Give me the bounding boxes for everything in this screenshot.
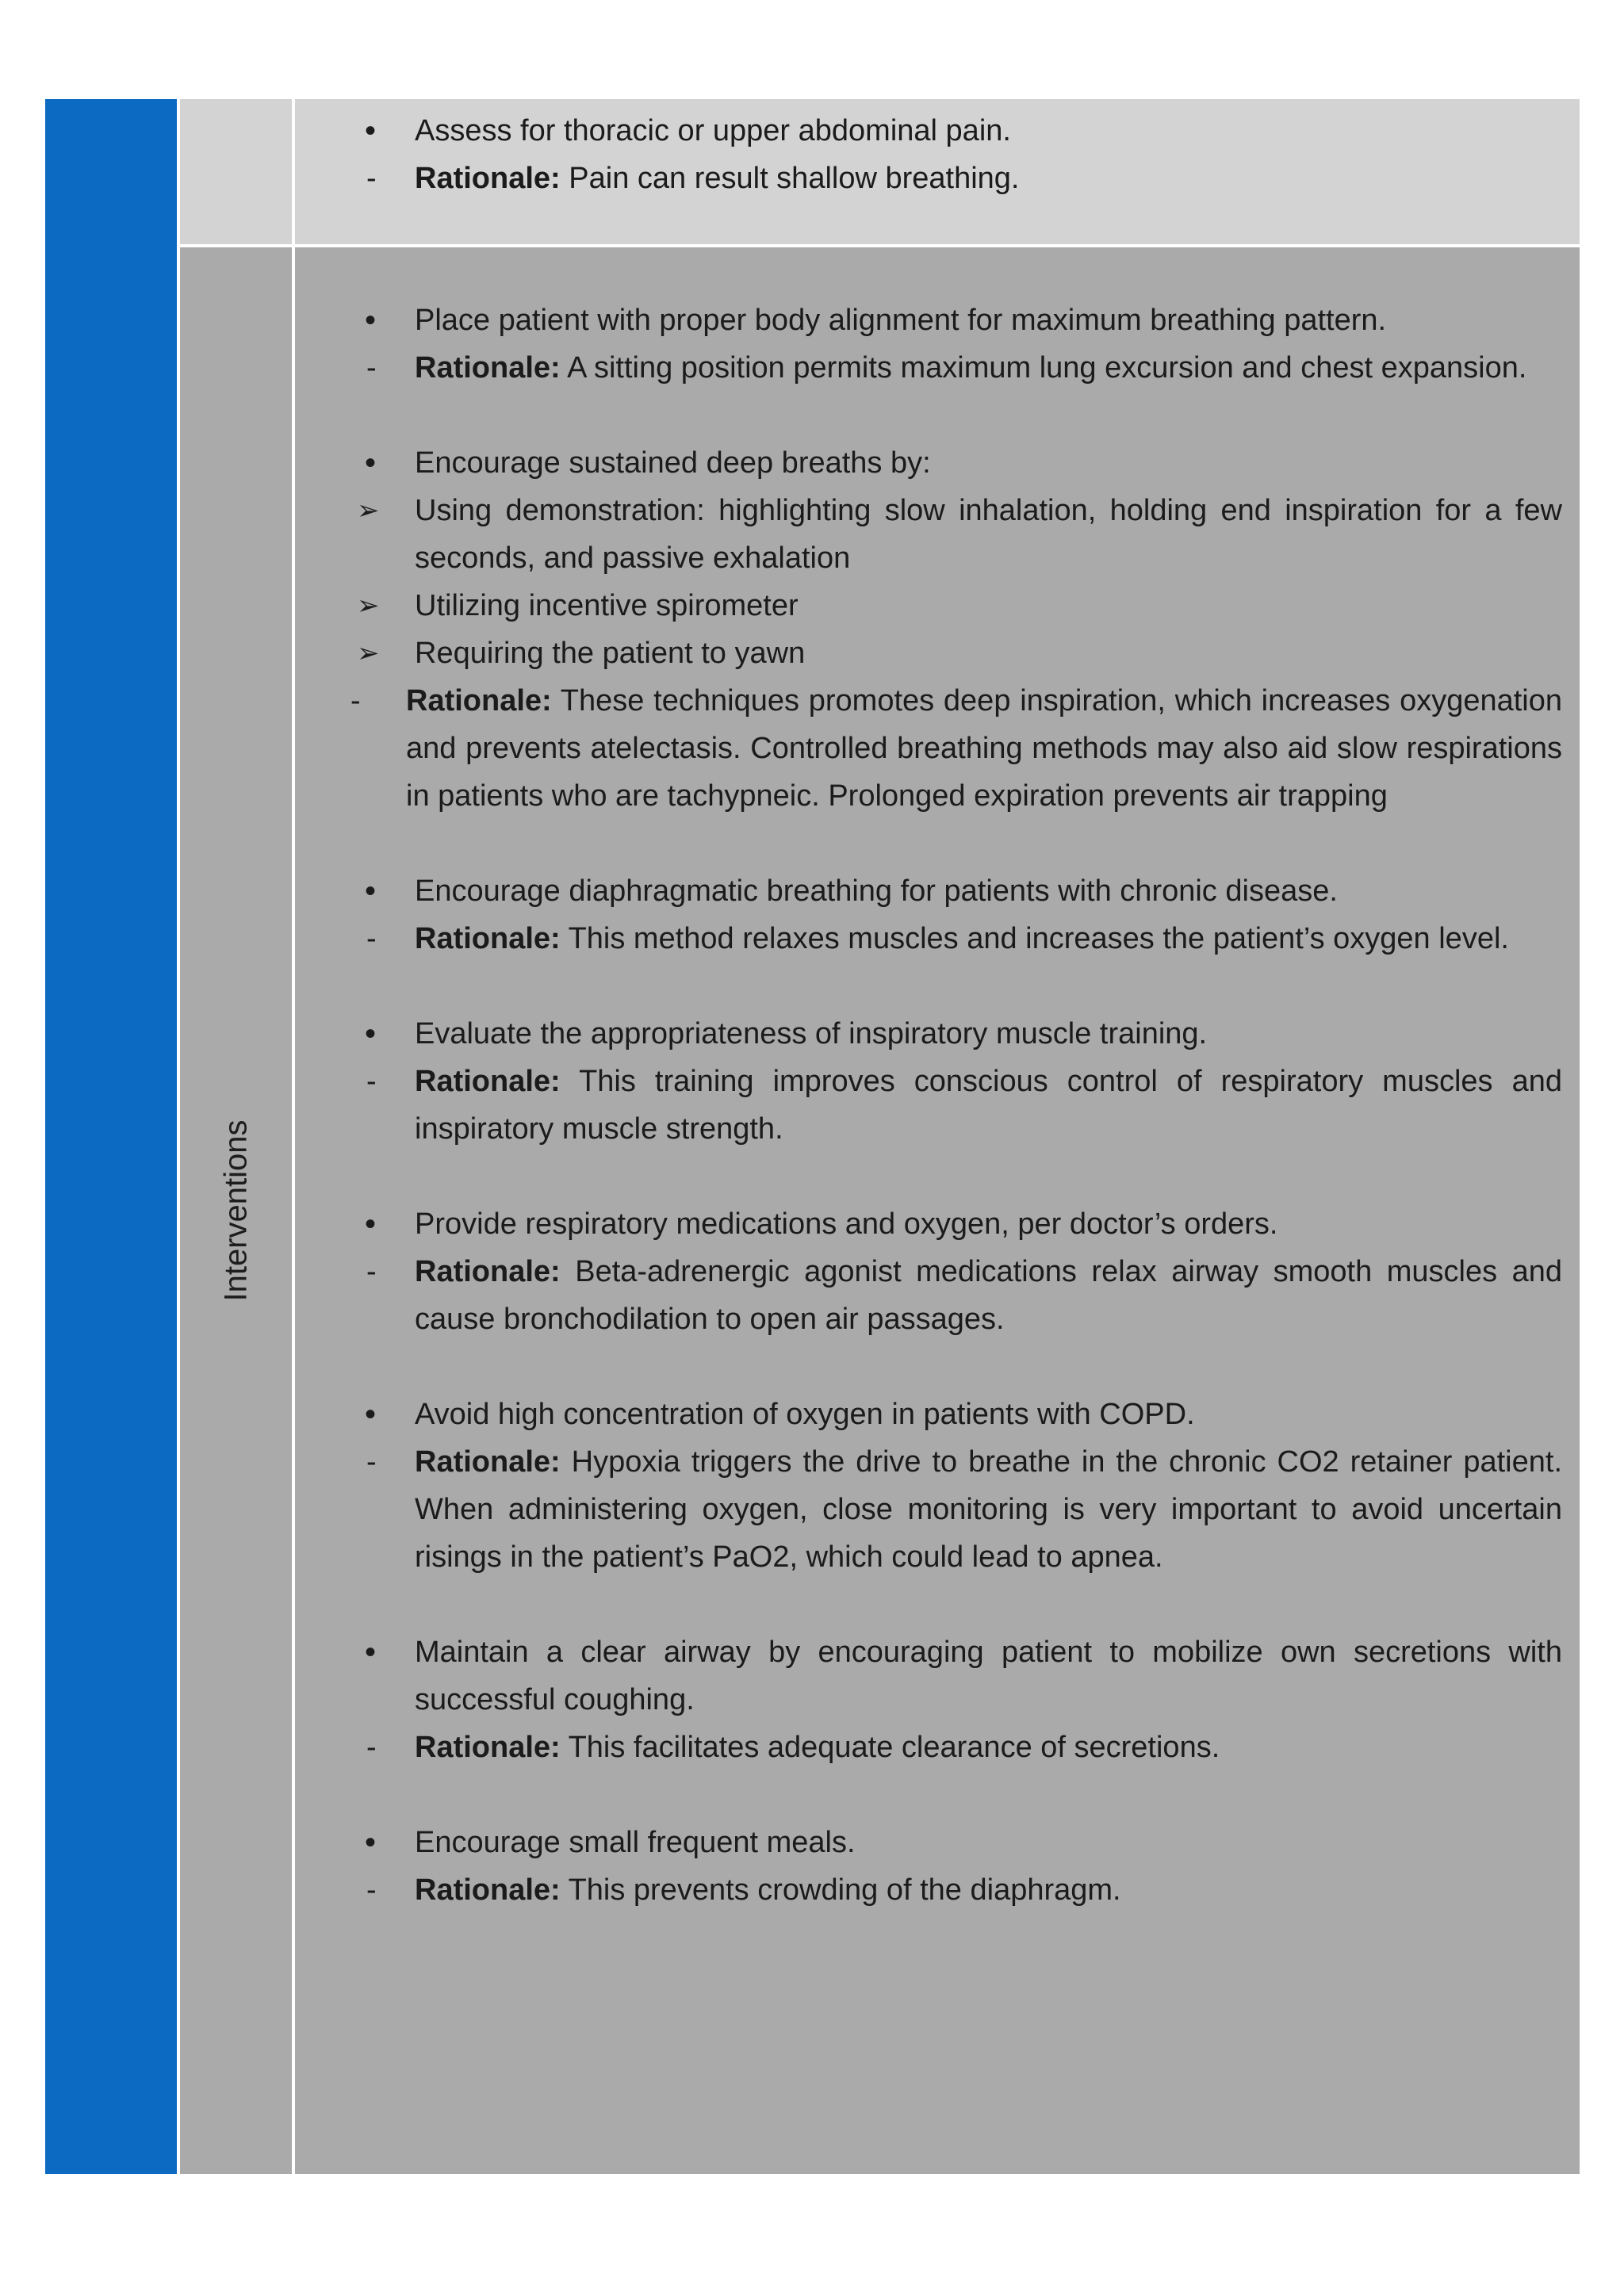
dash-marker-icon: - <box>366 351 377 385</box>
dash-marker-icon: - <box>366 1255 377 1288</box>
rationale-label: Rationale: <box>415 1731 561 1764</box>
intervention-group <box>295 1200 1562 1343</box>
table-row-interventions <box>45 247 1580 2174</box>
bullet-marker-icon: • <box>365 874 377 909</box>
intervention-group <box>295 1391 1562 1581</box>
list-item: - Rationale: These techniques promotes deep inspiration, which increases oxygenation and prevents atelectasis. Controlled breathing methods may also aid slow respirations in patients who are tachypneic. Prolonged expiration prevents air trapping <box>295 677 1562 820</box>
list-item: - Rationale: This facilitates adequate clearance of secretions. <box>295 1724 1562 1771</box>
list-item: • Encourage small frequent meals. <box>295 1819 1562 1866</box>
bullet-marker-icon: • <box>365 1016 377 1051</box>
arrow-marker-icon: ➢ <box>357 590 380 622</box>
rationale-label: Rationale: <box>415 1445 561 1479</box>
intervention-group <box>295 297 1562 392</box>
rationale-label: Rationale: <box>415 351 561 385</box>
list-item: ➢ Using demonstration: highlighting slow inhalation, holding end inspiration for a few seconds, and passive exhalation <box>295 487 1562 582</box>
list-item: ➢ Utilizing incentive spirometer <box>295 582 1562 629</box>
rationale-label: Rationale: <box>406 684 552 718</box>
dash-marker-icon: - <box>350 684 361 718</box>
table-row-assessment-continued <box>45 99 1580 244</box>
intervention-group <box>295 867 1562 962</box>
bullet-marker-icon: • <box>365 1825 377 1860</box>
rationale-label: Rationale: <box>415 1873 561 1907</box>
dash-marker-icon: - <box>366 1731 377 1764</box>
assessment-row-content <box>295 99 1580 244</box>
assessment-row-label-cell <box>180 99 292 244</box>
list-item: - Rationale: This method relaxes muscles and increases the patient’s oxygen level. <box>295 915 1562 962</box>
rationale-label: Rationale: <box>415 1065 561 1098</box>
list-item: • Encourage diaphragmatic breathing for patients with chronic disease. <box>295 867 1562 915</box>
bullet-marker-icon: • <box>365 113 377 148</box>
rationale-label: Rationale: <box>415 162 561 195</box>
list-item: - Rationale: This training improves conscious control of respiratory muscles and inspiratory muscle strength. <box>295 1058 1562 1153</box>
bullet-marker-icon: • <box>365 303 377 338</box>
list-item: • Assess for thoracic or upper abdominal pain. <box>295 107 1562 155</box>
list-item: ➢ Requiring the patient to yawn <box>295 629 1562 677</box>
rationale-label: Rationale: <box>415 922 561 955</box>
list-item: • Avoid high concentration of oxygen in patients with COPD. <box>295 1391 1562 1438</box>
list-item: - Rationale: Hypoxia triggers the drive to breathe in the chronic CO2 retainer patient. When administering oxygen, close monitoring is very important to avoid uncertain risings in the patient’s PaO2, which could lead to apnea. <box>295 1438 1562 1581</box>
dash-marker-icon: - <box>366 162 377 195</box>
intervention-group <box>295 439 1562 820</box>
list-item: - Rationale: This prevents crowding of the diaphragm. <box>295 1866 1562 1914</box>
list-item: • Maintain a clear airway by encouraging patient to mobilize own secretions with successful coughing. <box>295 1628 1562 1724</box>
list-item: • Encourage sustained deep breaths by: <box>295 439 1562 487</box>
dash-marker-icon: - <box>366 1065 377 1098</box>
list-item: - Rationale: Beta-adrenergic agonist medications relax airway smooth muscles and cause bronchodilation to open air passages. <box>295 1248 1562 1343</box>
interventions-row-content <box>295 247 1580 2174</box>
arrow-marker-icon: ➢ <box>357 495 380 526</box>
dash-marker-icon: - <box>366 1445 377 1479</box>
intervention-group <box>295 1628 1562 1771</box>
bullet-marker-icon: • <box>365 1397 377 1432</box>
dash-marker-icon: - <box>366 1873 377 1907</box>
list-item: • Provide respiratory medications and oxygen, per doctor’s orders. <box>295 1200 1562 1248</box>
bullet-marker-icon: • <box>365 446 377 480</box>
list-item: - Rationale: Pain can result shallow breathing. <box>295 155 1562 202</box>
list-item: - Rationale: A sitting position permits maximum lung excursion and chest expansion. <box>295 344 1562 392</box>
interventions-row-label: Interventions <box>218 1119 253 1302</box>
rationale-label: Rationale: <box>415 1255 561 1288</box>
dash-marker-icon: - <box>366 922 377 955</box>
bullet-marker-icon: • <box>365 1635 377 1670</box>
bullet-marker-icon: • <box>365 1207 377 1242</box>
interventions-row-label-cell <box>180 247 292 2174</box>
arrow-marker-icon: ➢ <box>357 637 380 669</box>
care-plan-table <box>45 99 1580 2174</box>
list-item: • Evaluate the appropriateness of inspiratory muscle training. <box>295 1010 1562 1058</box>
intervention-group <box>295 1819 1562 1914</box>
list-item: • Place patient with proper body alignment for maximum breathing pattern. <box>295 297 1562 344</box>
intervention-group <box>295 1010 1562 1153</box>
